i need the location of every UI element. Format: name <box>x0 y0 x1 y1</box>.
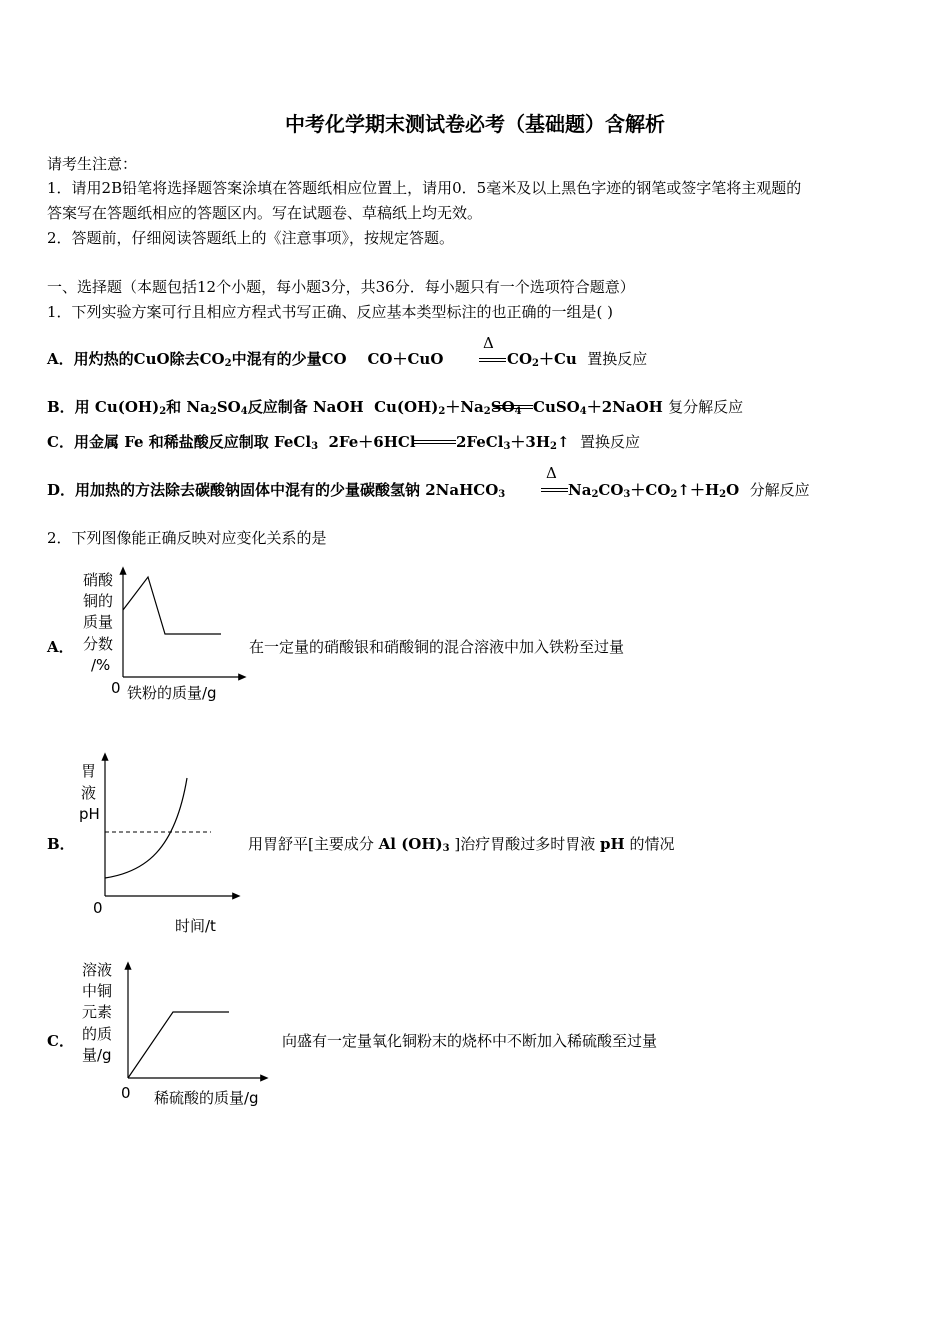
question-1-stem: 1．下列实验方案可行且相应方程式书写正确、反应基本类型标注的也正确的一组是( ) <box>47 303 614 321</box>
origin-label: 0 <box>121 1084 131 1102</box>
y-label-1: 硝酸 <box>83 571 114 589</box>
y-label-5: /% <box>91 656 111 674</box>
equals-sign-c <box>414 440 456 444</box>
q1-option-a-products: $CO_2+Cu$ 置换反应 <box>507 350 648 369</box>
question-2-stem: 2．下列图像能正确反映对应变化关系的是 <box>47 529 327 547</box>
q2-graph-c <box>75 955 275 1115</box>
delta-symbol-d: Δ <box>546 464 557 482</box>
y-label-5: 量/g <box>82 1046 112 1064</box>
y-label-4: 的质 <box>82 1025 113 1043</box>
y-label-3: 元素 <box>82 1003 113 1021</box>
notice-line-2: 2．答题前，仔细阅读答题纸上的《注意事项》，按规定答题。 <box>47 229 455 247</box>
y-label-1: 溶液 <box>82 961 113 979</box>
equals-sign-d <box>541 488 568 492</box>
q1-option-b: B．用 $Cu(OH)_2$和 $Na_2SO_4$反应制备 NaOH $Cu(OH)_2+Na_2SO_4$ <box>47 398 522 417</box>
q1-option-d-products: $Na_2CO_3+CO_2↑+H_2O$ 分解反应 <box>568 481 810 500</box>
y-label-2: 液 <box>81 784 97 802</box>
curve-line <box>123 577 221 634</box>
notice-line-1: 1．请用2B铅笔将选择题答案涂填在答题纸相应位置上，请用0．5毫米及以上黑色字迹的钢笔或签字笔将主观题的 <box>47 179 802 197</box>
q1-option-d: D．用加热的方法除去碳酸钠固体中混有的少量碳酸氢钠 2NaHCO$_3$ <box>47 481 506 500</box>
q2-graph-a <box>75 562 250 707</box>
q1-option-c-products: $2FeCl_3+3H_2↑$ 置换反应 <box>456 433 641 452</box>
y-label-4: 分数 <box>83 635 114 653</box>
q1-option-a: A．用灼热的CuO除去$CO_2$中混有的少量CO CO＋CuO <box>47 350 444 369</box>
q1-option-c: C．用金属 Fe 和稀盐酸反应制取 FeCl$_3$ 2Fe＋6HCl <box>47 433 416 452</box>
y-label-3: pH <box>79 805 100 823</box>
curve-line <box>128 1012 229 1078</box>
q1-option-b-products: CuSO$_4$＋2NaOH 复分解反应 <box>533 398 744 417</box>
notice-heading: 请考生注意： <box>47 155 138 173</box>
y-label-2: 中铜 <box>82 982 113 1000</box>
q2-graph-b <box>75 750 245 940</box>
q2-option-c-desc: 向盛有一定量氧化铜粉末的烧杯中不断加入稀硫酸至过量 <box>282 1032 658 1050</box>
q2-option-a-desc: 在一定量的硝酸银和硝酸铜的混合溶液中加入铁粉至过量 <box>249 638 625 656</box>
notice-line-1b: 答案写在答题纸相应的答题区内。写在试题卷、草稿纸上均无效。 <box>47 204 483 222</box>
y-label-2: 铜的 <box>83 592 114 610</box>
q2-option-a-label: A． <box>47 638 74 656</box>
equals-sign-a <box>479 358 506 362</box>
origin-label: 0 <box>93 899 103 917</box>
ph-curve <box>105 778 187 878</box>
equals-sign-b <box>493 405 533 409</box>
x-axis-label: 铁粉的质量/g <box>127 684 217 702</box>
section-heading: 一、选择题（本题包括12个小题，每小题3分，共36分．每小题只有一个选项符合题意） <box>47 278 635 296</box>
q2-option-b-desc: 用胃舒平[主要成分 Al $(OH)_3$ ]治疗胃酸过多时胃液 pH 的情况 <box>248 835 675 854</box>
delta-symbol-a: Δ <box>483 334 494 352</box>
q2-option-b-label: B． <box>47 835 75 853</box>
x-axis-label: 时间/t <box>175 917 216 935</box>
page-title: 中考化学期末测试卷必考（基础题）含解析 <box>285 112 665 136</box>
origin-label: 0 <box>111 679 121 697</box>
y-label-3: 质量 <box>83 613 114 631</box>
q2-option-c-label: C． <box>47 1032 74 1050</box>
y-label-1: 胃 <box>81 762 97 780</box>
x-axis-label: 稀硫酸的质量/g <box>154 1089 259 1107</box>
